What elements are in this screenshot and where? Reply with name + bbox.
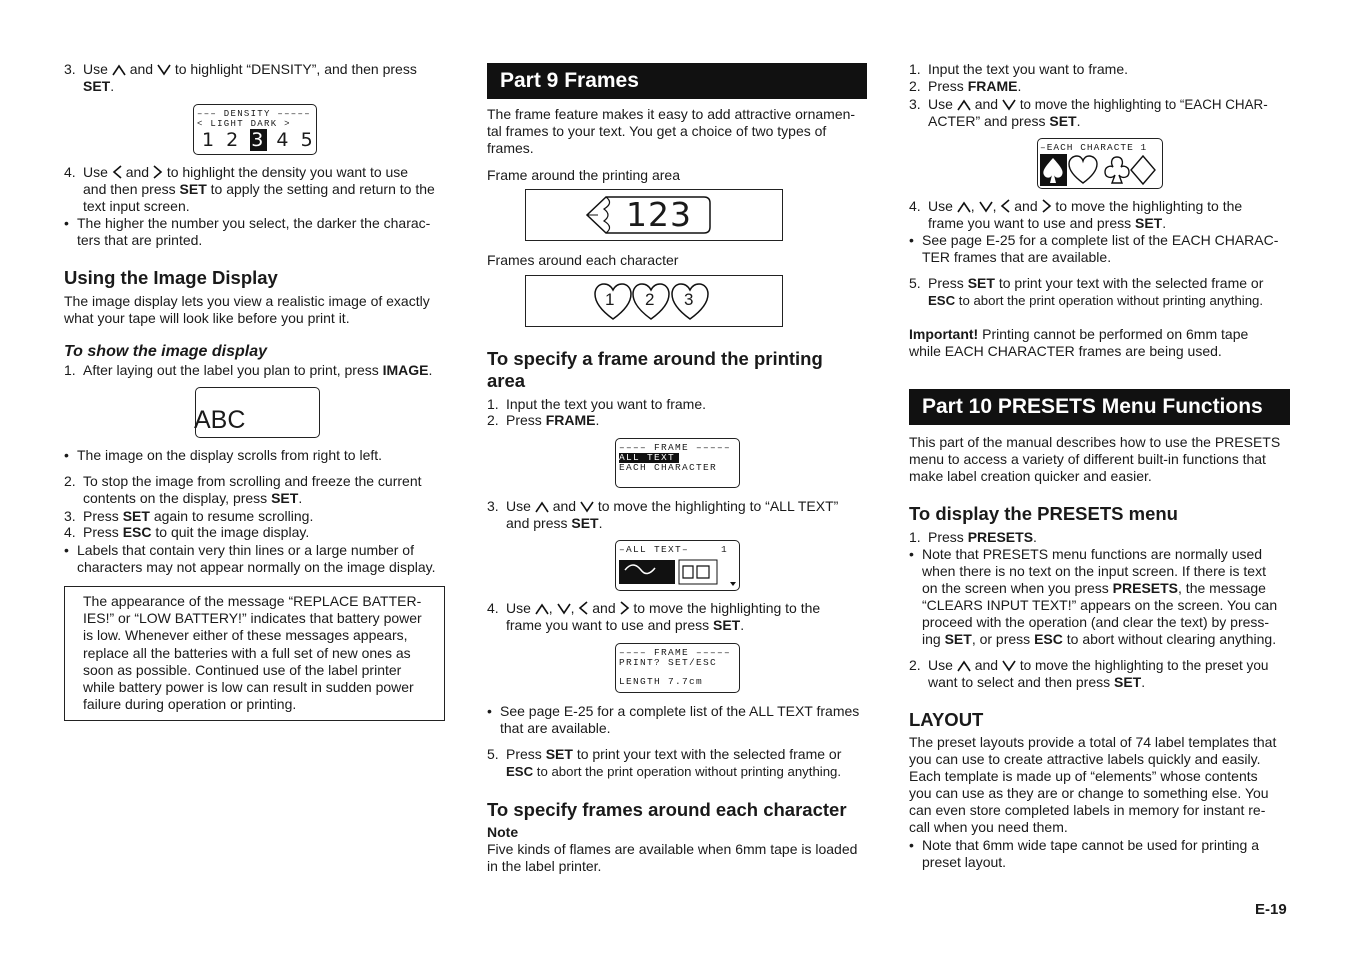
- right-arrow-icon: [1042, 199, 1052, 213]
- heart-frame-1: 1: [594, 283, 632, 326]
- caption-printing-area: Frame around the printing area: [487, 167, 680, 183]
- each-character-lcd: –EACH CHARACTE 1: [1037, 138, 1163, 189]
- up-arrow-icon: [957, 660, 971, 672]
- caption-each-character: Frames around each character: [487, 252, 679, 268]
- right-arrow-icon: [153, 165, 163, 179]
- density-selected: 3: [251, 129, 267, 151]
- frame-menu-lcd: –––– FRAME ––––– ALL TEXT EACH CHARACTER: [615, 438, 740, 488]
- density-values: 1 2 3 4 5: [202, 129, 316, 151]
- battery-note-box: The appearance of the message “REPLACE BATTER- IES!” or “LOW BATTERY!” indicates that battery power is low. Whenever either of these messages appears, replace all the batteries with a full set of new ones as soon as possible. Continued use of the label printer while battery power is low can result in sudden power failure during operation or printing.: [64, 586, 445, 721]
- down-arrow-icon: [1002, 99, 1016, 111]
- right-arrow-icon: [620, 601, 630, 615]
- down-arrow-icon: [557, 603, 571, 615]
- image-intro: The image display lets you view a realistic image of exactly what your tape will look like before you print it.: [64, 293, 430, 326]
- image-lcd-display: ABC: [195, 387, 320, 438]
- density-lcd-display: ––– DENSITY ––––– < LIGHT DARK > 1 2 3 4 5: [193, 104, 317, 155]
- up-arrow-icon: [535, 603, 549, 615]
- print-confirm-lcd: –––– FRAME ––––– PRINT? SET/ESC LENGTH 7.7cm: [615, 643, 740, 693]
- left-arrow-icon: [1000, 199, 1010, 213]
- note-label: Note: [487, 824, 519, 840]
- heading-frame-printing-area: To specify a frame around the printing area: [487, 348, 823, 391]
- heart-frame-3: 3: [671, 283, 709, 326]
- layout-text: The preset layouts provide a total of 74 label templates that you can use to create attractive labels quickly and easily. Each template is made up of “elements” whose contents you can use as they are or change to something else. You can even store completed labels in memory for instant re- call when you need them.: [909, 734, 1277, 835]
- card-suit-frames-icon: [1039, 153, 1159, 187]
- frame-preview-icon: [617, 554, 737, 588]
- step-number: 3.: [64, 61, 76, 77]
- heading-show-image-display: To show the image display: [64, 343, 267, 360]
- frames-intro: The frame feature makes it easy to add attractive ornamen- tal frames to your text. You get a choice of two types of frames.: [487, 106, 856, 156]
- up-arrow-icon: [112, 64, 126, 76]
- down-arrow-icon: [1002, 660, 1016, 672]
- down-arrow-icon: [580, 501, 594, 513]
- presets-intro: This part of the manual describes how to use the PRESETS menu to access a variety of different built-in functions that make label creation quicker and easier.: [909, 434, 1281, 484]
- heading-using-image-display: Using the Image Display: [64, 267, 278, 288]
- important-note: Important! Printing cannot be performed on 6mm tape while EACH CHARACTER frames are being used.: [909, 326, 1249, 359]
- down-arrow-icon: [979, 201, 993, 213]
- part-9-title-bar: Part 9 Frames: [487, 63, 867, 99]
- up-arrow-icon: [535, 501, 549, 513]
- note-text: Five kinds of flames are available when 6mm tape is loaded in the label printer.: [487, 841, 858, 874]
- part-10-title-bar: Part 10 PRESETS Menu Functions: [909, 389, 1290, 425]
- frame-sample-text: 123: [626, 195, 692, 234]
- all-text-frame-example: [525, 189, 783, 241]
- up-arrow-icon: [957, 99, 971, 111]
- highlighted-option: ALL TEXT: [619, 453, 679, 463]
- heading-layout: LAYOUT: [909, 709, 984, 730]
- heart-frame-2: 2: [632, 283, 670, 326]
- up-arrow-icon: [957, 201, 971, 213]
- left-arrow-icon: [112, 165, 122, 179]
- down-arrow-icon: [157, 64, 171, 76]
- page-number: E-19: [1255, 901, 1287, 918]
- each-char-frame-example: [525, 275, 783, 327]
- left-arrow-icon: [578, 601, 588, 615]
- heading-display-presets: To display the PRESETS menu: [909, 503, 1178, 524]
- heading-frames-each-character: To specify frames around each character: [487, 799, 847, 820]
- all-text-frame-lcd: –ALL TEXT– 1: [615, 540, 740, 591]
